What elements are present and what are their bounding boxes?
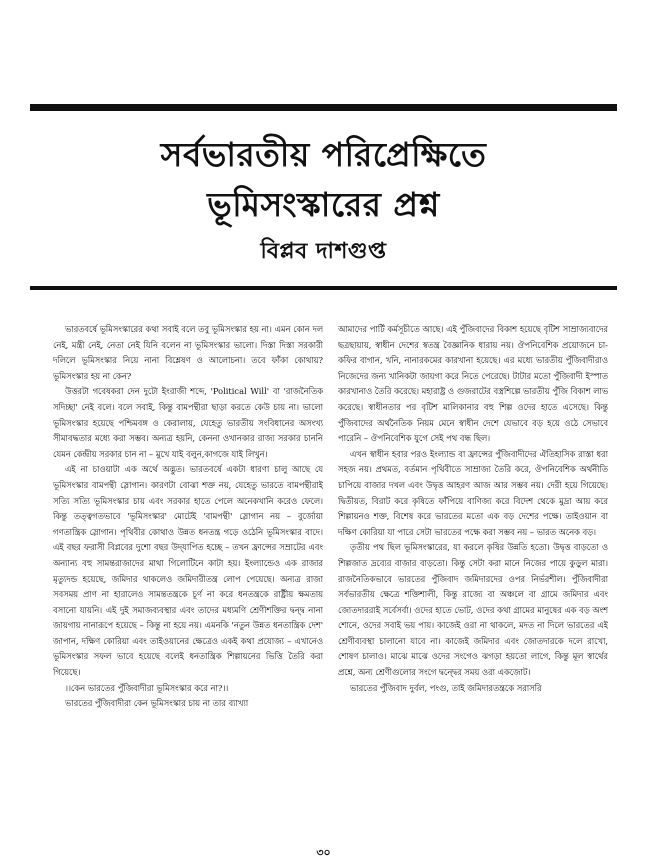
bottom-rule (30, 286, 617, 290)
article-author: বিপ্লব দাশগুপ্ত (260, 239, 387, 264)
right-paragraph-3: তৃতীয় পথ ছিল ভূমিসংস্কারের, যা করলে কৃষির উন্নতি হতো। উদ্বৃত্ত বাড়তো ও শিল্পজাত দ্রব্যের বাজার বাড়তো। কিন্তু সেটা করা মানে নিজের পায়ে কুড়ুল মারা। রাজনৈতিকভাবে ভারতের পুঁজিবাদ জমিদারদের ওপর নির্ভরশীল। পুঁজিবাদীরা সর্বভারতীয় ক্ষেত্রে শক্তিশালী, কিন্তু রাজ্যে বা অঞ্চলে বা গ্রামে জমিদার এবং জোতদাররাই সর্বেসর্বা। ওদের হাতে ভোট, ওদের কথা গ্রামের মানুষের এক বড় অংশ শোনে, ওদের সবাই ভয় পায়। কাজেই ওরা না থাকলে, মদত না দিলে ভারতের এই শ্রেণীব্যবস্থা চালানো যাবে না। কাজেই জমিদার এবং জোতদারকে দলে রাখো, শোষণ চালাও। মাঝে মাঝে ওদের সংগেও ঝগড়া হয়তো লাগে, কিন্তু মূল স্বার্থের প্রশ্নে, অন্য শ্রেণীগুলোর সংগে দ্বন্দ্বের সময় ওরা একজোট। (338, 542, 608, 678)
left-paragraph-4: ভারতের পুঁজিবাদীরা কেন ভূমিসংস্কার চায় না তার ব্যাখ্যা (65, 698, 249, 709)
left-paragraph-2: উত্তরটা গবেষকরা দেন দুটো ইংরাজী শব্দে, 'Political Will' বা 'রাজনৈতিক সদিচ্ছা' নেই বলে। বলে সবাই, কিন্তু বামপন্থীরা ছাড়া করতে কেউ চায় না। ভালো ভূমিসংস্কার হয়েছে পশ্চিমবঙ্গ ও কেরালায়, যেহেতু ভারতীয় সংবিধানের অসংখ্য সীমাবদ্ধতার মধ্যে করা সম্ভব। অন্যত্র হয়নি, কেননা ওখানকার রাজ্য সরকার চাননি যেমন কেন্দ্রীয় সরকার চান না – মুখে যাই বলুন,কাগজে যাই লিখুন। (53, 386, 323, 459)
right-column (338, 322, 608, 842)
section-heading: ।।কেন ভারতের পুঁজিবাদীরা ভূমিসংস্কার করে না?।। (65, 682, 229, 693)
right-paragraph-2: এখন স্বাধীন হবার পরও ইংল্যান্ড বা ফ্রান্সের পুঁজিবাদীদের ঐতিহাসিক রাস্তা ধরা সহজ নয়। প্রথমত, বর্তমান পৃথিবীতে সাম্রাজ্য তৈরি করে, ঔপনিবেশিক অর্থনীতি চাপিয়ে বাজার দখল এবং উদ্বৃত্ত আহরণ আজ আর সম্ভব নয়। দেরী হয়ে গিয়েছে। দ্বিতীয়ত, বিরাট করে কৃষিতে ফাঁপিয়ে বাণিজ্য করে বিদেশ থেকে মুদ্রা আয় করে শিল্পায়নও শক্ত, বিশেষ করে ভারতের মতো এক বড় দেশের পক্ষে। তাইওয়ান বা দক্ষিণ কোরিয়া যা পারে সেটা ভারতের পক্ষে করা সম্ভব নয় – ভারত অনেক বড়। (338, 448, 608, 537)
article-title-line-2: ভূমিসংস্কারের প্রশ্ন (207, 185, 440, 224)
left-paragraph-3: এই না চাওয়াটা এক অর্থে অদ্ভুত। ভারতবর্ষে একটা ধারণা চালু আছে যে ভূমিসংস্কার বামপন্থী স্লোগান। কারণটা বোঝা শক্ত নয়, যেহেতু ভারতে বামপন্থীরাই সত্যি সত্যি ভূমিসংস্কার চায় এবং সরকার হাতে পেলে অনেকখানি করেও ফেলে। কিন্তু তত্ত্বগতভাবে 'ভূমিসংস্কার' মোটেই 'বামপন্থী' স্লোগান নয় – বুর্জোয়া গণতান্ত্রিক স্লোগান। পৃথিবীর কোথাও উন্নত ধনতন্ত্র গড়ে ওঠেনি ভূমিসংস্কার বাদে। এই বছর ফরাসী বিপ্লবের দুশো বছর উদ্‌যাপিত হচ্ছে – তখন ফ্রান্সের সম্রাটের এবং অন্যান্য বহু সামন্তরাজাদের মাথা গিলোটিনে কাটা হয়। ইংল্যান্ডেও এক রাজার মৃত্যুদন্ড হয়েছে, জমিদার থাকলেও জমিদারীতন্ত্র লোপ পেয়েছে। অন্যত্র রাজা সবসময় প্রাণ না হারালেও সামন্ততন্ত্রকে চূর্ণ না করে ধনতন্ত্রকে রাষ্ট্রীয় ক্ষমতায় বসানো যায়নি। এই দুই সমাজব্যবস্থার এবং তাদের মধ্যমণি শ্রেণীশক্তির দ্বন্দ্ব নানা জায়গায় নানারূপে হয়েছে – কিন্তু না হয়ে নয়। এমনকি 'নতুন উন্নত ধনতান্ত্রিক দেশ' জাপান, দক্ষিণ কোরিয়া এবং তাইওয়ানের ক্ষেত্রেও একই কথা প্রযোজ্য – এখানেও ভূমিসংস্কার সফল ভাবে হয়েছে বলেই ধনতান্ত্রিক শিল্পায়নের ভিত্তি তৈরি করা গিয়েছে। (53, 464, 323, 678)
left-paragraph-1: ভারতবর্ষে ভূমিসংস্কারের কথা সবাই বলে তবু ভূমিসংস্কার হয় না। এমন কোন দল নেই, মন্ত্রী নেই, নেতা নেই যিনি বলেন না ভূমিসংস্কার ভালো। দিস্তা দিস্তা সরকারী দলিলে ভূমিসংস্কার নিয়ে নানা বিশ্লেষণ ও আলোচনা। তবে ফাঁকা কোথায়? ভূমিসংস্কার হয় না কেন? (53, 324, 323, 381)
page-number: ৩০ (316, 846, 331, 859)
top-rule (30, 104, 617, 111)
right-paragraph-4: ভারতের পুঁজিবাদ দুর্বল, পংগু, তাই জমিদারতন্ত্রকে সরাসরি (350, 682, 542, 693)
article-title-line-1: সর্বভারতীয় পরিপ্রেক্ষিতে (160, 135, 487, 174)
right-paragraph-1: আমাদের পার্টি কর্মসূচীতে আছে। এই পুঁজিবাদের বিকাশ হয়েছে বৃটিশ সাম্রাজ্যবাদের ছত্রছায়ায়, স্বাধীন দেশের স্বতন্ত্র বৈজ্ঞানিক ধারায় নয়। ঔপনিবেশিক প্রয়োজনে চা-কফির বাগান, খনি, নানারকমের কারখানা হয়েছে। এর মধ্যে ভারতীয় পুঁজিবাদীরাও নিজেদের জন্য খানিকটা জায়গা করে নিতে পেরেছে। টাটার মতো পুঁজিবাদী ইস্পাত কারখানাও তৈরি করেছে। মহারাষ্ট্র ও গুজরাটের বস্ত্রশিল্পে ভারতীয় পুঁজি বিকাশ লাভ করেছে। স্বাধীনতার পর বৃটিশ মালিকানার বহু শিল্প ওদের হাতে এসেছে। কিন্তু পুঁজিবাদের অর্থনৈতিক নিয়ম মেনে স্বাধীন দেশে যেভাবে বড় হয়ে ওঠে সেভাবে পারেনি – ঔপনিবেশিক যুগে সেই পথ বন্ধ ছিল। (338, 324, 608, 444)
left-column (53, 322, 323, 842)
